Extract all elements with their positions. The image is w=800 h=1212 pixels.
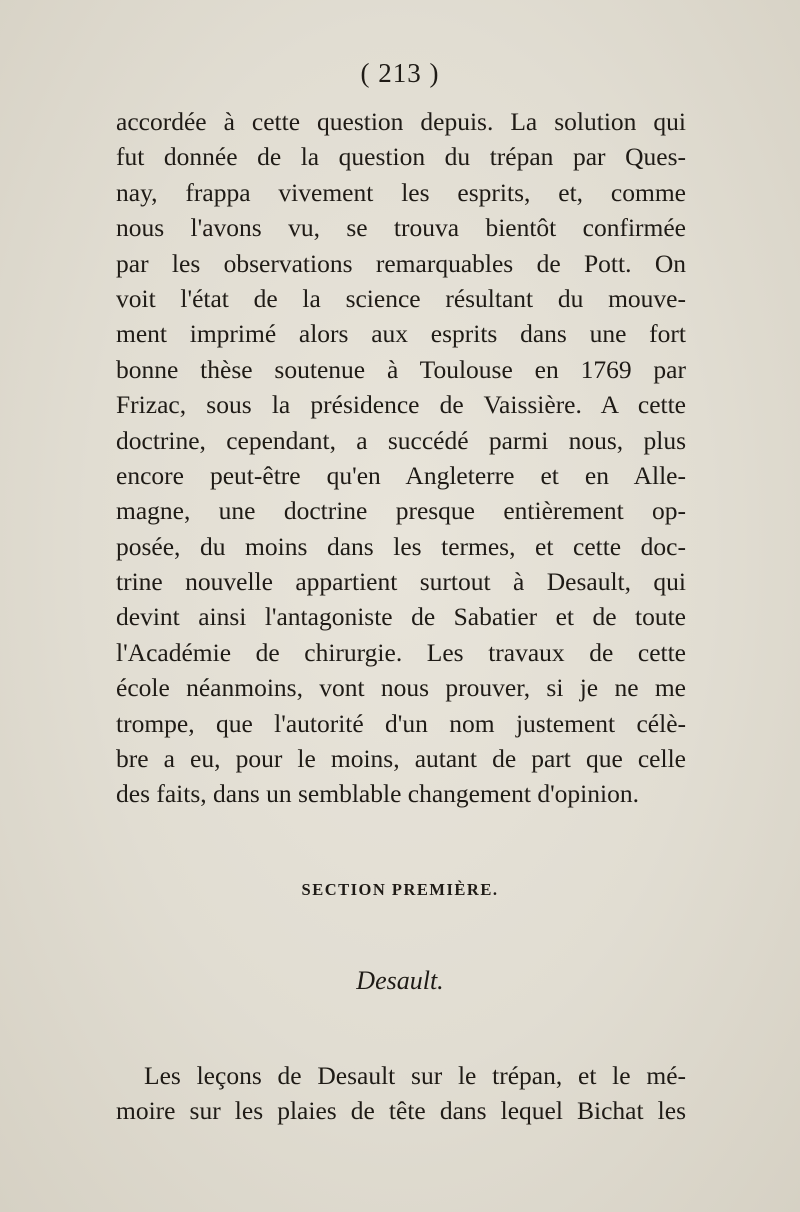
text-line: Les leçons de Desault sur le trépan, et le mé-	[144, 1061, 686, 1090]
text-line: nous l'avons vu, se trouva bientôt confirmée	[116, 213, 686, 243]
text-line: Frizac, sous la présidence de Vaissière. A cette	[116, 390, 686, 420]
text-line: fut donnée de la question du trépan par Ques-	[116, 142, 686, 172]
text-line: école néanmoins, vont nous prouver, si je ne me	[116, 673, 686, 703]
text-line: devint ainsi l'antagoniste de Sabatier et de toute	[116, 602, 686, 632]
page-number: ( 213 )	[360, 58, 440, 88]
text-line: voit l'état de la science résultant du mouve-	[116, 283, 686, 313]
text-line: magne, une doctrine presque entièrement op-	[116, 496, 686, 526]
text-line: doctrine, cependant, a succédé parmi nous, plus	[116, 425, 686, 455]
subsection-heading: Desault.	[356, 966, 444, 995]
text-line: posée, du moins dans les termes, et cette doc-	[116, 531, 686, 561]
text-line: nay, frappa vivement les esprits, et, comme	[116, 177, 686, 207]
text-line: trompe, que l'autorité d'un nom justement célè-	[116, 708, 686, 738]
text-line: ment imprimé alors aux esprits dans une fort	[116, 319, 686, 349]
text-line: bonne thèse soutenue à Toulouse en 1769 par	[116, 354, 686, 384]
text-line: par les observations remarquables de Pott. On	[116, 248, 686, 278]
text-line: trine nouvelle appartient surtout à Desault, qui	[116, 567, 686, 597]
text-line: moire sur les plaies de tête dans lequel Bichat les	[116, 1096, 686, 1126]
paragraph-continued	[116, 104, 686, 812]
text-line: encore peut-être qu'en Angleterre et en Alle-	[116, 460, 686, 490]
text-line: bre a eu, pour le moins, autant de part que celle	[116, 744, 686, 774]
paragraph-new	[116, 1058, 686, 1129]
text-line: l'Académie de chirurgie. Les travaux de cette	[116, 637, 686, 667]
section-heading: SECTION PREMIÈRE.	[301, 880, 499, 899]
text-line: des faits, dans un semblable changement d'opinion.	[116, 779, 639, 809]
text-line: accordée à cette question depuis. La solution qui	[116, 107, 686, 136]
